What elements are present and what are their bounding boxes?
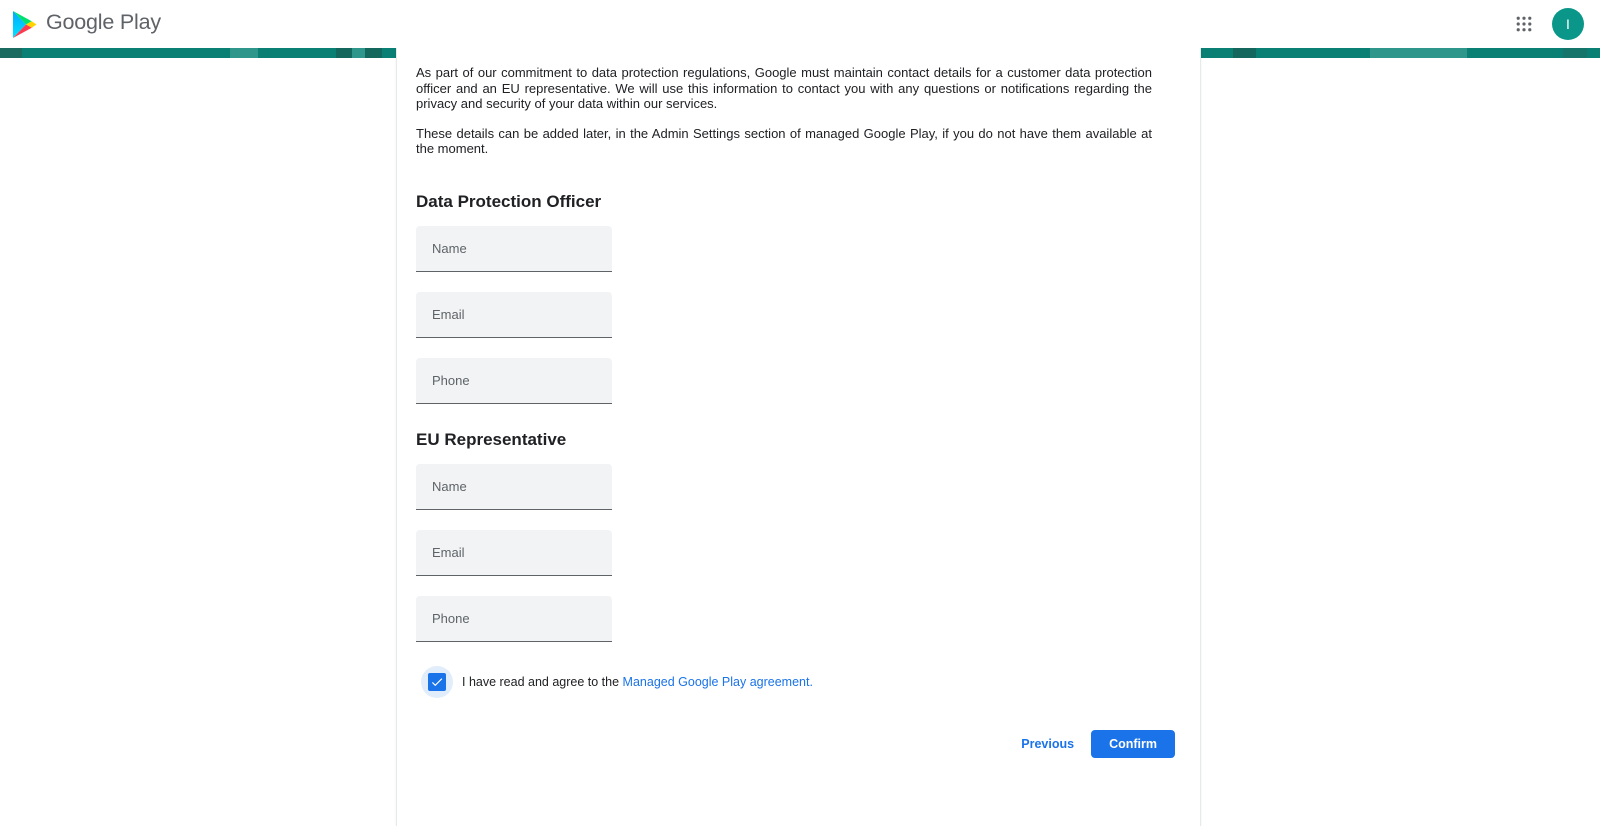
checkmark-icon <box>430 675 444 689</box>
play-triangle-icon <box>11 10 37 39</box>
agreement-label <box>462 675 813 689</box>
eu-rep-email-input[interactable] <box>416 530 612 576</box>
header-actions <box>1512 8 1584 40</box>
agreement-label-prefix: I have read and agree to the <box>462 674 620 689</box>
agreement-row <box>421 666 1200 698</box>
account-avatar[interactable] <box>1552 8 1584 40</box>
agreement-checkbox[interactable] <box>421 666 453 698</box>
actions-bar <box>416 730 1200 758</box>
dpo-name-input[interactable] <box>416 226 612 272</box>
google-play-logo[interactable] <box>11 10 161 39</box>
apps-grid-button[interactable] <box>1512 12 1536 36</box>
app-header <box>0 0 1600 48</box>
dpo-email-input[interactable] <box>416 292 612 338</box>
section-title-eu-representative: EU Representative <box>416 429 567 449</box>
previous-button[interactable]: Previous <box>1013 731 1082 757</box>
apps-grid-icon <box>1516 16 1532 32</box>
dpo-phone-input[interactable] <box>416 358 612 404</box>
eu-rep-phone-input[interactable] <box>416 596 612 642</box>
intro-paragraph-1: As part of our commitment to data protection regulations, Google must maintain contact details for a customer data protection officer and an EU representative. We will use this information to contact you with any questions or notifications regarding the privacy and security of your data within our services. <box>416 65 1152 111</box>
brand-wordmark: Google Play <box>46 10 161 35</box>
eu-rep-name-input[interactable] <box>416 464 612 510</box>
intro-paragraph-2: These details can be added later, in the Admin Settings section of managed Google Play, if you do not have them available at the moment. <box>416 125 1152 156</box>
managed-play-agreement-link[interactable]: Managed Google Play agreement. <box>622 674 813 689</box>
avatar-letter: I <box>1566 16 1570 32</box>
checkbox-checked-box <box>428 673 446 691</box>
confirm-button[interactable]: Confirm <box>1091 730 1175 758</box>
enrollment-card <box>396 46 1201 826</box>
section-title-data-protection-officer: Data Protection Officer <box>416 191 602 211</box>
